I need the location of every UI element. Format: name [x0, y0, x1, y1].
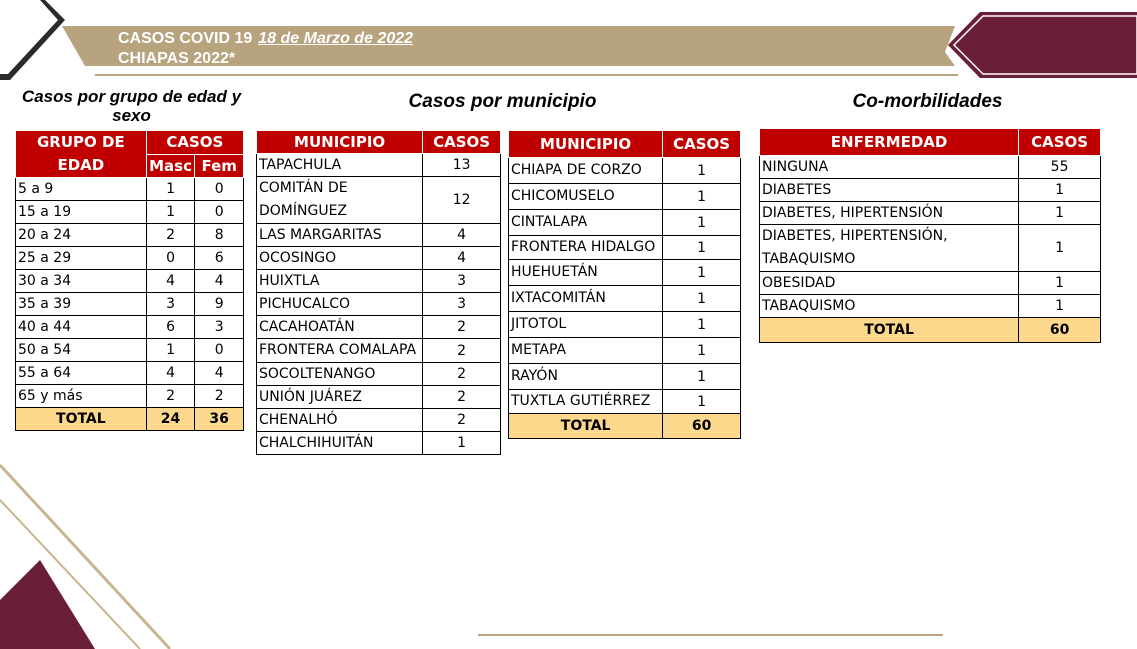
table-row — [509, 184, 741, 210]
municipio-cases: 4 — [423, 224, 501, 247]
masc-cell: 6 — [146, 316, 195, 339]
banner-date: 18 de Marzo de 2022 — [258, 30, 414, 47]
fem-cell: 0 — [195, 178, 244, 201]
comorb-header-name: ENFERMEDAD — [760, 129, 1019, 156]
age-header-masc: Masc — [146, 154, 195, 178]
table-row — [257, 224, 501, 247]
age-group-cell: 65 y más — [16, 385, 147, 408]
table-row — [257, 432, 501, 455]
municipio-name: FRONTERA COMALAPA — [257, 339, 423, 363]
masc-cell: 2 — [146, 224, 195, 247]
municipio-name: JITOTOL — [509, 312, 663, 338]
disease-name: TABAQUISMO — [760, 295, 1019, 318]
mun1-header-cases: CASOS — [423, 131, 501, 154]
table-row — [257, 316, 501, 339]
table-row — [257, 177, 501, 224]
table-row — [509, 158, 741, 184]
heading-municipio: Casos por municipio — [408, 91, 597, 112]
table-row — [257, 386, 501, 409]
table-row — [257, 339, 501, 363]
fem-cell: 4 — [195, 362, 244, 385]
age-header-fem: Fem — [195, 154, 244, 178]
age-group-cell: 40 a 44 — [16, 316, 147, 339]
table-row — [760, 225, 1101, 272]
fem-cell: 0 — [195, 201, 244, 224]
age-group-cell: 55 a 64 — [16, 362, 147, 385]
table-row — [16, 247, 244, 270]
municipio-cases: 3 — [423, 293, 501, 316]
total-row — [16, 408, 244, 431]
masc-cell: 1 — [146, 178, 195, 201]
municipio-table-2 — [508, 130, 741, 439]
disease-cases: 1 — [1019, 225, 1101, 272]
age-group-cell: 35 a 39 — [16, 293, 147, 316]
masc-cell: 0 — [146, 247, 195, 270]
disease-cases: 1 — [1019, 179, 1101, 202]
municipio-cases: 2 — [423, 316, 501, 339]
total-value: 60 — [663, 414, 741, 439]
table-row — [257, 363, 501, 386]
table-row — [16, 270, 244, 293]
disease-name: NINGUNA — [760, 156, 1019, 179]
disease-cases: 1 — [1019, 295, 1101, 318]
municipio-cases: 1 — [663, 184, 741, 210]
municipio-cases: 1 — [423, 432, 501, 455]
total-row — [509, 414, 741, 439]
mun1-header-name: MUNICIPIO — [257, 131, 423, 154]
disease-name: OBESIDAD — [760, 272, 1019, 295]
age-group-cell: 20 a 24 — [16, 224, 147, 247]
age-group-cell: 5 a 9 — [16, 178, 147, 201]
banner-title — [118, 29, 413, 69]
table-row — [16, 293, 244, 316]
municipio-name: METAPA — [509, 338, 663, 364]
municipio-cases: 1 — [663, 210, 741, 236]
table-row — [760, 202, 1101, 225]
fem-cell: 4 — [195, 270, 244, 293]
table-row — [16, 178, 244, 201]
municipio-name: OCOSINGO — [257, 247, 423, 270]
total-label: TOTAL — [760, 318, 1019, 343]
fem-cell: 9 — [195, 293, 244, 316]
municipio-name: CACAHOATÁN — [257, 316, 423, 339]
municipio-cases: 2 — [423, 409, 501, 432]
municipio-name: TUXTLA GUTIÉRREZ — [509, 390, 663, 414]
fem-cell: 2 — [195, 385, 244, 408]
table-row — [509, 236, 741, 260]
table-row — [16, 316, 244, 339]
fem-cell: 8 — [195, 224, 244, 247]
masc-cell: 4 — [146, 362, 195, 385]
fem-cell: 3 — [195, 316, 244, 339]
municipio-name: HUEHUETÁN — [509, 260, 663, 286]
banner-subtitle: CHIAPAS 2022* — [118, 50, 236, 67]
table-row — [16, 224, 244, 247]
municipio-cases: 2 — [423, 386, 501, 409]
table-row — [509, 338, 741, 364]
municipio-name: CHIAPA DE CORZO — [509, 158, 663, 184]
municipio-cases: 1 — [663, 338, 741, 364]
comorb-header-cases: CASOS — [1019, 129, 1101, 156]
municipio-cases: 2 — [423, 339, 501, 363]
age-sex-table — [15, 130, 244, 431]
fem-cell: 6 — [195, 247, 244, 270]
total-label: TOTAL — [16, 408, 147, 431]
age-header-group: GRUPO DE EDAD — [16, 131, 147, 178]
municipio-cases: 1 — [663, 260, 741, 286]
municipio-name: RAYÓN — [509, 364, 663, 390]
table-row — [760, 179, 1101, 202]
comorbidity-table — [759, 128, 1101, 343]
municipio-cases: 12 — [423, 177, 501, 224]
municipio-cases: 1 — [663, 312, 741, 338]
municipio-name: FRONTERA HIDALGO — [509, 236, 663, 260]
table-row — [257, 409, 501, 432]
municipio-cases: 1 — [663, 236, 741, 260]
municipio-cases: 3 — [423, 270, 501, 293]
disease-name: DIABETES, HIPERTENSIÓN — [760, 202, 1019, 225]
table-row — [509, 390, 741, 414]
table-row — [257, 247, 501, 270]
municipio-cases: 4 — [423, 247, 501, 270]
municipio-name: LAS MARGARITAS — [257, 224, 423, 247]
maroon-triangle — [0, 560, 95, 649]
total-value: 60 — [1019, 318, 1101, 343]
municipio-name: UNIÓN JUÁREZ — [257, 386, 423, 409]
mun2-header-name: MUNICIPIO — [509, 131, 663, 158]
disease-cases: 1 — [1019, 202, 1101, 225]
masc-cell: 1 — [146, 339, 195, 362]
municipio-cases: 13 — [423, 154, 501, 177]
municipio-name: CHENALHÓ — [257, 409, 423, 432]
municipio-name: TAPACHULA — [257, 154, 423, 177]
total-fem: 36 — [195, 408, 244, 431]
table-row — [257, 293, 501, 316]
masc-cell: 4 — [146, 270, 195, 293]
age-group-cell: 50 a 54 — [16, 339, 147, 362]
table-row — [16, 362, 244, 385]
total-row — [760, 318, 1101, 343]
municipio-cases: 1 — [663, 364, 741, 390]
table-row — [509, 260, 741, 286]
municipio-name: COMITÁN DE DOMÍNGUEZ — [257, 177, 423, 224]
table-row — [509, 210, 741, 236]
disease-name: DIABETES, HIPERTENSIÓN, TABAQUISMO — [760, 225, 1019, 272]
table-row — [257, 270, 501, 293]
table-row — [760, 156, 1101, 179]
municipio-cases: 1 — [663, 158, 741, 184]
table-row — [509, 312, 741, 338]
municipio-name: IXTACOMITÁN — [509, 286, 663, 312]
table-row — [509, 364, 741, 390]
heading-age-sex: Casos por grupo de edad y sexo — [21, 87, 242, 125]
fem-cell: 0 — [195, 339, 244, 362]
age-group-cell: 15 a 19 — [16, 201, 147, 224]
table-row — [760, 295, 1101, 318]
total-label: TOTAL — [509, 414, 663, 439]
age-group-cell: 30 a 34 — [16, 270, 147, 293]
mun2-header-cases: CASOS — [663, 131, 741, 158]
masc-cell: 2 — [146, 385, 195, 408]
disease-cases: 1 — [1019, 272, 1101, 295]
municipio-table-1 — [256, 130, 501, 455]
municipio-name: HUIXTLA — [257, 270, 423, 293]
table-row — [16, 339, 244, 362]
table-row — [16, 385, 244, 408]
disease-name: DIABETES — [760, 179, 1019, 202]
age-header-cases: CASOS — [146, 131, 243, 155]
municipio-name: PICHUCALCO — [257, 293, 423, 316]
municipio-name: CHALCHIHUITÁN — [257, 432, 423, 455]
table-row — [509, 286, 741, 312]
disease-cases: 55 — [1019, 156, 1101, 179]
masc-cell: 3 — [146, 293, 195, 316]
municipio-name: CHICOMUSELO — [509, 184, 663, 210]
municipio-cases: 1 — [663, 286, 741, 312]
heading-comorbidities: Co-morbilidades — [852, 91, 1003, 112]
table-row — [257, 154, 501, 177]
total-masc: 24 — [146, 408, 195, 431]
table-row — [16, 201, 244, 224]
age-group-cell: 25 a 29 — [16, 247, 147, 270]
masc-cell: 1 — [146, 201, 195, 224]
municipio-name: SOCOLTENANGO — [257, 363, 423, 386]
municipio-cases: 2 — [423, 363, 501, 386]
table-row — [760, 272, 1101, 295]
municipio-cases: 1 — [663, 390, 741, 414]
banner-main-title: CASOS COVID 19 — [118, 30, 253, 47]
municipio-name: CINTALAPA — [509, 210, 663, 236]
